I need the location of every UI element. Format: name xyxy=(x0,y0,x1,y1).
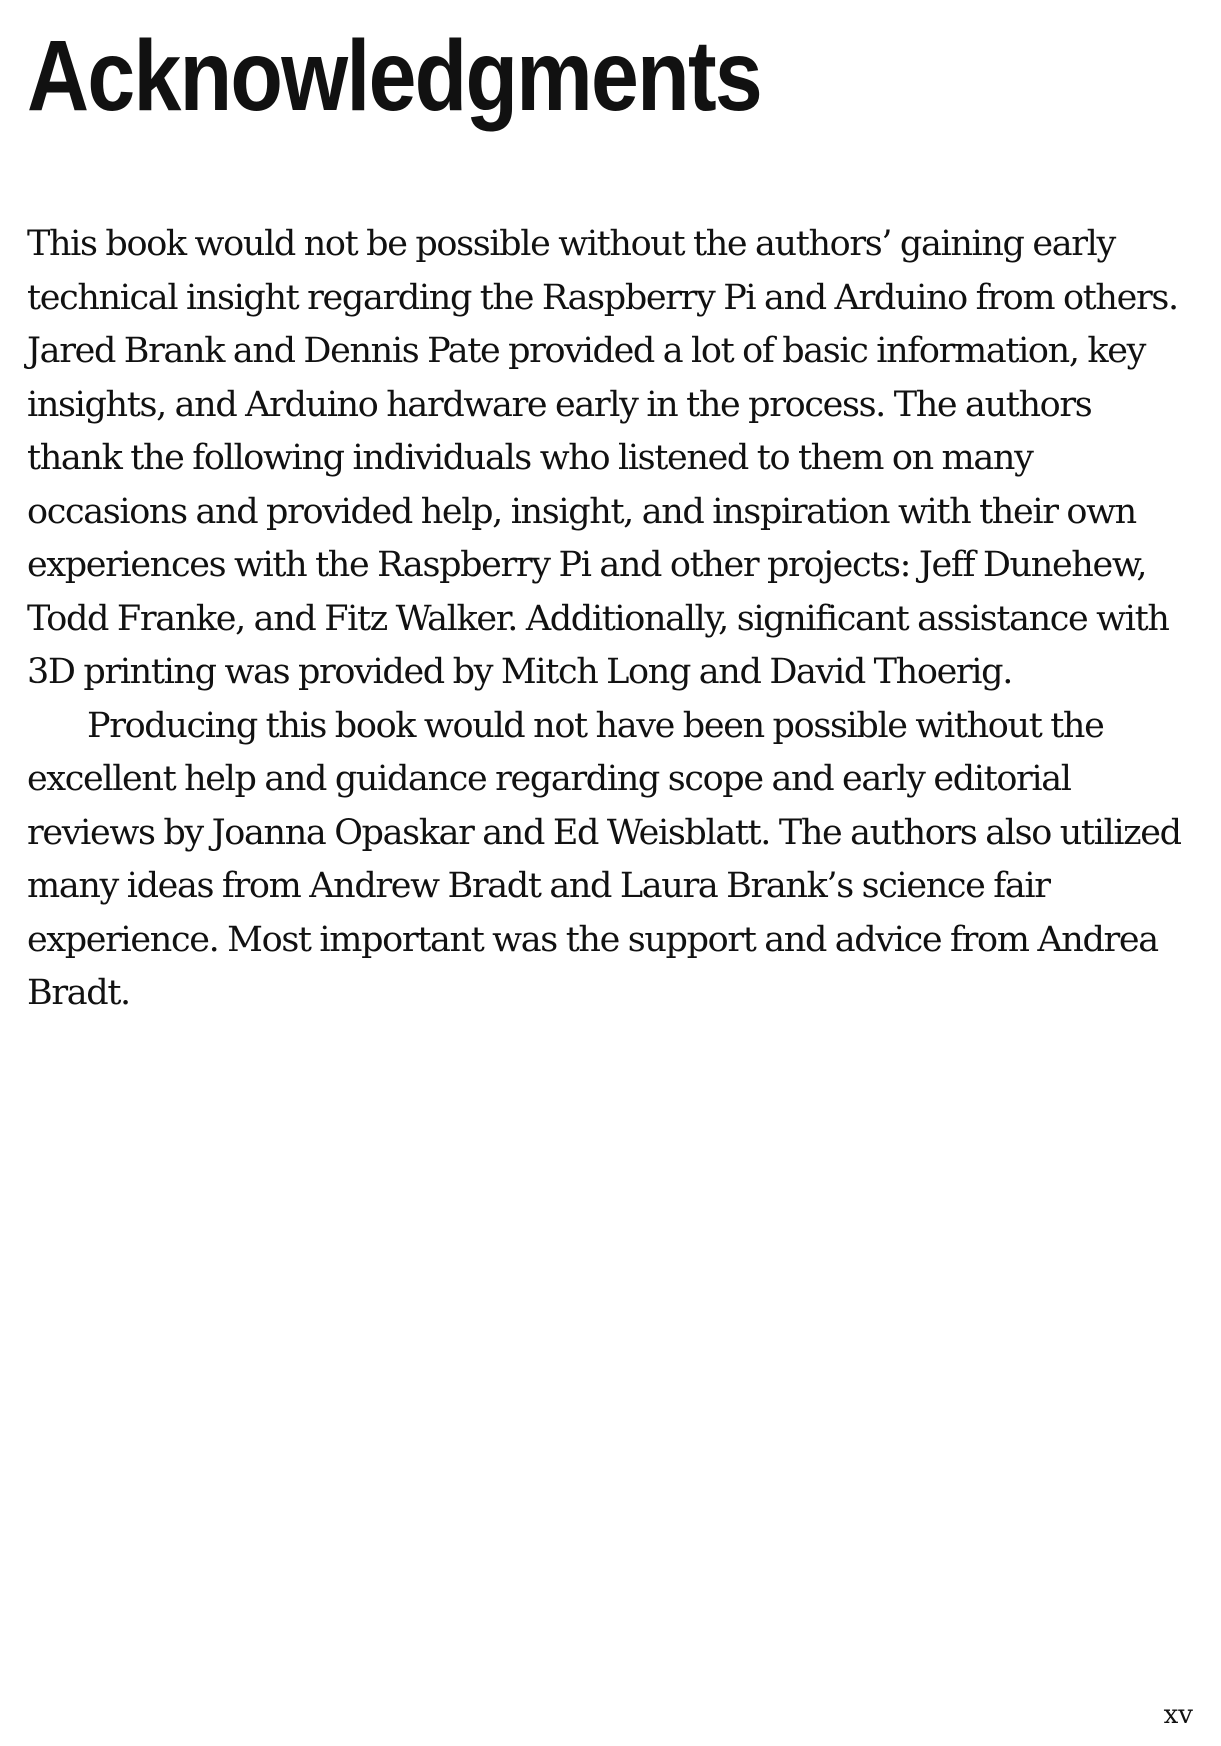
paragraph: This book would not be possible without the authors’ gaining early technical insight regarding the Raspberry Pi and Arduino from others. Jared Brank and Dennis Pate provided a lot of basic information, key insights, and Arduino hardware early in the process. The authors thank the following individuals who listened to them on many occasions and provided help, insight, and inspiration with their own experiences with the Raspberry Pi and other projects: Jeff Dunehew, Todd Franke, and Fitz Walker. Additionally, significant assistance with 3D printing was provided by Mitch Long and David Thoerig. xyxy=(27,224,1178,692)
paragraph: Producing this book would not have been possible without the excellent help and guidance regarding scope and early editorial reviews by Joanna Opaskar and Ed Weisblatt. The authors also utilized many ideas from Andrew Bradt and Laura Brank’s science fair experience. Most important was the support and advice from Andrea Bradt. xyxy=(27,705,1181,1013)
page-title: Acknowledgments xyxy=(27,20,762,132)
body-text xyxy=(27,218,1187,1021)
page-number: xv xyxy=(1163,1700,1193,1730)
